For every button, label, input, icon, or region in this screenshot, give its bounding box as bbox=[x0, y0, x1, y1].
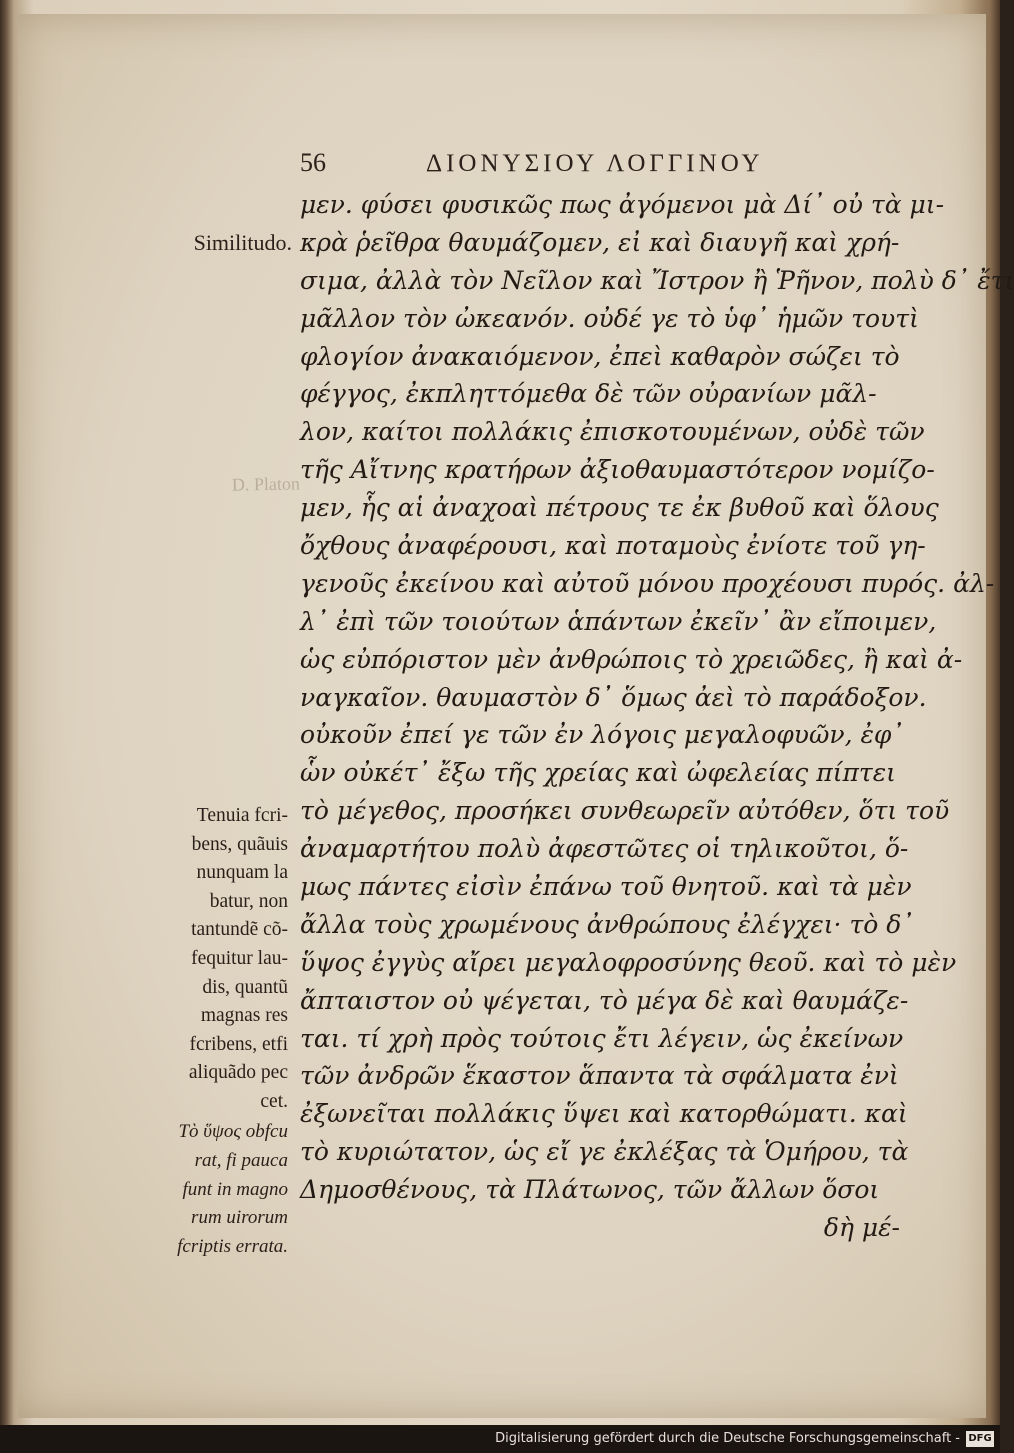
dfg-logo: DFG bbox=[966, 1431, 994, 1447]
marginal-line: fcriptis errata. bbox=[177, 1236, 288, 1258]
text-line: γενοῦς ἐκείνου καὶ αὐτοῦ μόνου προχέουσι πυρός. ἀλ- bbox=[300, 568, 995, 598]
marginal-line: aliquãdo pec bbox=[188, 1062, 288, 1084]
text-line: μᾶλλον τὸν ὠκεανόν. οὐδέ γε τὸ ὑφ᾽ ἡμῶν τουτὶ bbox=[300, 303, 919, 333]
marginal-line: Tenuia fcri- bbox=[196, 805, 288, 826]
page-header bbox=[300, 148, 900, 184]
footer-credit: Digitalisierung gefördert durch die Deutsche Forschungsgemeinschaft - bbox=[495, 1431, 960, 1446]
catchword: δὴ μέ- bbox=[823, 1213, 900, 1243]
text-line: ται. τί χρὴ πρὸς τούτοις ἔτι λέγειν, ὡς ἐκείνων bbox=[300, 1023, 904, 1053]
text-line: λον, καίτοι πολλάκις ἐπισκοτουμένων, οὐδὲ τῶν bbox=[300, 417, 925, 447]
text-line: λ᾽ ἐπὶ τῶν τοιούτων ἁπάντων ἐκεῖν᾽ ἂν εἴποιμεν, bbox=[300, 606, 937, 636]
text-line: ὄχθους ἀναφέρουσι, καὶ ποταμοὺς ἐνίοτε τοῦ γη- bbox=[300, 531, 926, 561]
marginal-line: bens, quãuis bbox=[191, 833, 288, 855]
marginal-note-similitudo: Similitudo. bbox=[193, 230, 292, 255]
text-line: ὕψος ἐγγὺς αἴρει μεγαλοφροσύνης θεοῦ. καὶ τὸ μὲν bbox=[300, 947, 957, 977]
marginal-note-hypsos bbox=[152, 1118, 288, 1262]
text-line: τὸ μέγεθος, προσήκει συνθεωρεῖν αὐτόθεν, ὅτι τοῦ bbox=[300, 796, 950, 826]
text-line: ἄλλα τοὺς χρωμένους ἀνθρώπους ἐλέγχει· τὸ δ᾽ bbox=[300, 909, 914, 939]
text-line: κρὰ ῥεῖθρα θαυμάζομεν, εἰ καὶ διαυγῆ καὶ χρή- bbox=[300, 227, 900, 257]
marginal-line: magnas res bbox=[200, 1005, 288, 1027]
marginal-line: rum uirorum bbox=[191, 1207, 288, 1229]
marginal-line: tantundẽ cõ- bbox=[191, 919, 288, 941]
marginal-line: fequitur lau- bbox=[191, 947, 288, 969]
text-line: τῶν ἀνδρῶν ἕκαστον ἅπαντα τὰ σφάλματα ἐνὶ bbox=[300, 1061, 899, 1091]
text-line: τὸ κυριώτατον, ὡς εἴ γε ἐκλέξας τὰ Ὁμήρου, τὰ bbox=[300, 1137, 909, 1167]
page-number: 56 bbox=[300, 148, 326, 177]
text-line: ἄπταιστον οὐ ψέγεται, τὸ μέγα δὲ καὶ θαυμάζε- bbox=[300, 985, 909, 1015]
text-line: οὐκοῦν ἐπεί γε τῶν ἐν λόγοις μεγαλοφυῶν, ἐφ᾽ bbox=[300, 720, 904, 750]
text-line: ἀναμαρτήτου πολὺ ἀφεστῶτες οἱ τηλικοῦτοι, ὅ- bbox=[300, 834, 909, 864]
marginal-line: batur, non bbox=[209, 890, 288, 912]
text-line: μεν. φύσει φυσικῶς πως ἀγόμενοι μὰ Δί᾽ οὐ τὰ μι- bbox=[300, 190, 945, 219]
marginal-line: nunquam la bbox=[196, 862, 288, 884]
marginal-line: Τὸ ὕψος obfcu bbox=[178, 1121, 288, 1142]
marginal-line: fcribens, etfi bbox=[189, 1033, 288, 1055]
text-line: ὡς εὐπόριστον μὲν ἀνθρώποις τὸ χρειῶδες, ἢ καὶ ἀ- bbox=[300, 644, 963, 674]
bleed-through-text: D. Platon bbox=[231, 473, 301, 495]
marginal-note-tenuia bbox=[152, 802, 288, 1117]
text-line: ναγκαῖον. θαυμαστὸν δ᾽ ὅμως ἀεὶ τὸ παράδοξον. bbox=[300, 682, 927, 712]
marginal-line: funt in magno bbox=[182, 1178, 288, 1200]
running-title: ΔΙΟΝΥΣΙΟΥ ΛΟΓΓΙΝΟΥ bbox=[426, 150, 764, 177]
greek-body-text bbox=[300, 186, 1014, 1247]
text-line: ἐξωνεῖται πολλάκις ὕψει καὶ κατορθώματι. καὶ bbox=[300, 1099, 908, 1129]
text-line: φλογίον ἀνακαιόμενον, ἐπεὶ καθαρὸν σώζει τὸ bbox=[300, 341, 900, 371]
text-line: σιμα, ἀλλὰ τὸν Νεῖλον καὶ Ἴστρον ἢ Ῥῆνον, πολὺ δ᾽ ἔτι bbox=[300, 265, 1014, 295]
marginal-line: rat, fi pauca bbox=[194, 1149, 288, 1171]
text-line: μεν, ἧς αἱ ἀναχοαὶ πέτρους τε ἐκ βυθοῦ καὶ ὅλους bbox=[300, 493, 939, 523]
text-line: ὧν οὐκέτ᾽ ἔξω τῆς χρείας καὶ ὠφελείας πίπτει bbox=[300, 758, 896, 788]
footer-bar bbox=[0, 1425, 1000, 1453]
marginal-line: cet. bbox=[260, 1090, 288, 1112]
marginal-line: dis, quantũ bbox=[202, 976, 288, 998]
text-line: μως πάντες εἰσὶν ἐπάνω τοῦ θνητοῦ. καὶ τὰ μὲν bbox=[300, 872, 912, 902]
text-line: φέγγος, ἐκπληττόμεθα δὲ τῶν οὐρανίων μᾶλ- bbox=[300, 379, 877, 409]
text-line: Δημοσθένους, τὰ Πλάτωνος, τῶν ἄλλων ὅσοι bbox=[300, 1175, 880, 1205]
text-line: τῆς Αἴτνης κρατήρων ἀξιοθαυμαστότερον νομίζο- bbox=[300, 455, 935, 485]
